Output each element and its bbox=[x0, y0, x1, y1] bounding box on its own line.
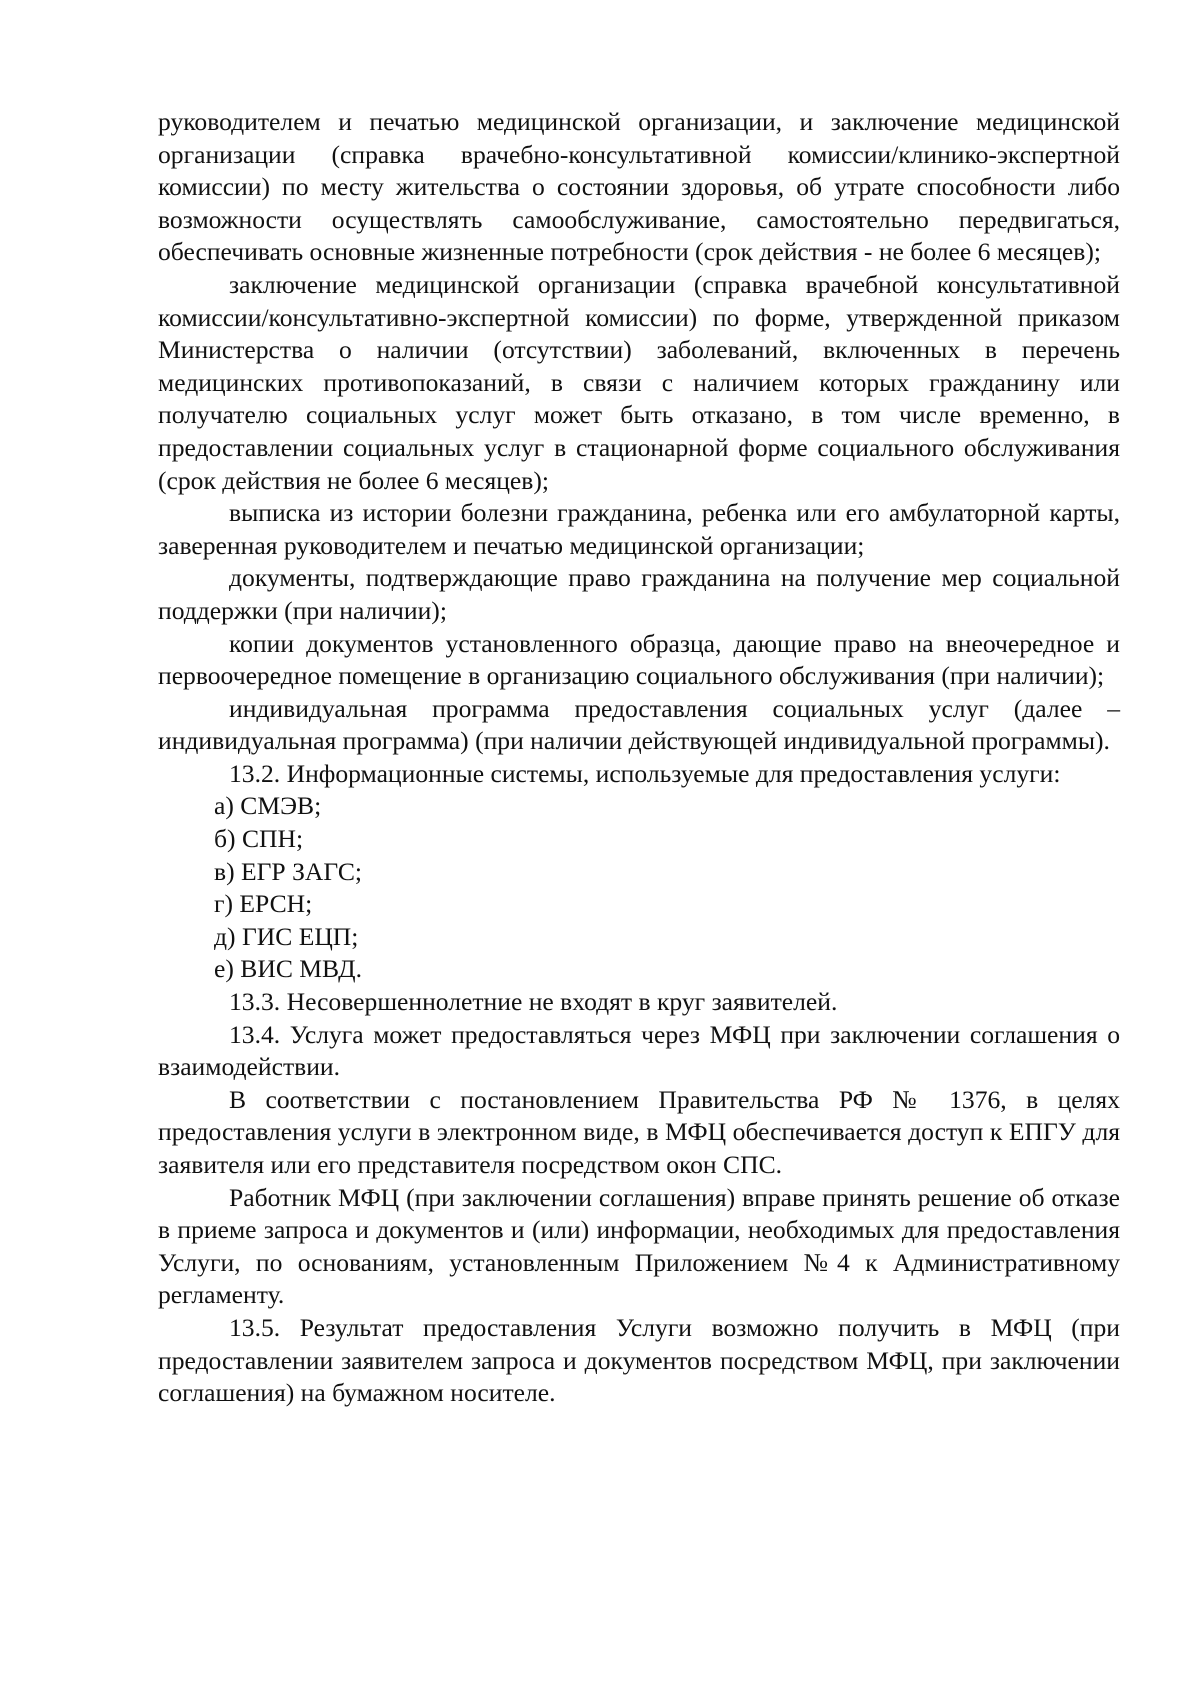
paragraph-social-support-documents: документы, подтверждающие право гражданина на получение мер социальной поддержки (при наличии); bbox=[158, 563, 1120, 625]
paragraph-medical-history-extract: выписка из истории болезни гражданина, ребенка или его амбулаторной карты, заверенная руководителем и печатью медицинской организации; bbox=[158, 498, 1120, 560]
paragraph-section-13-3: 13.3. Несовершеннолетние не входят в круг заявителей. bbox=[229, 987, 838, 1017]
paragraph-priority-placement-documents: копии документов установленного образца, дающие право на внеочередное и первоочередное помещение в организацию социального обслуживания (при наличии); bbox=[158, 628, 1120, 691]
list-item-system-gis-ecp: д) ГИС ЕЦП; bbox=[214, 921, 359, 951]
paragraph-medical-commission-conclusion: заключение медицинской организации (справка врачебной консультативной комиссии/консультативно-экспертной комиссии) по форме, утвержденной приказом Министерства о наличии (отсутствии) заболеваний, включенных в перечень медицинских противопоказаний, в связи с наличием которых гражданину или получателю социальных услуг может быть отказано, в том числе временно, в предоставлении социальных услуг в стационарной форме социального обслуживания (срок действия не более 6 месяцев); bbox=[158, 269, 1120, 495]
list-item-system-egr-zags: в) ЕГР ЗАГС; bbox=[214, 856, 363, 886]
list-item-system-spn: б) СПН; bbox=[214, 824, 304, 854]
paragraph-section-13-5: 13.5. Результат предоставления Услуги возможно получить в МФЦ (при предоставлении заявителем запроса и документов посредством МФЦ, при заключении соглашения) на бумажном носителе. bbox=[158, 1312, 1120, 1408]
paragraph-individual-program: индивидуальная программа предоставления социальных услуг (далее – индивидуальная программа) (при наличии действующей индивидуальной программы). bbox=[158, 693, 1120, 756]
paragraph-government-decree: В соответствии с постановлением Правительства РФ № 1376, в целях предоставления услуги в электронном виде, в МФЦ обеспечивается доступ к ЕПГУ для заявителя или его представителя посредством окон СПС. bbox=[158, 1084, 1120, 1179]
list-item-system-smev: а) СМЭВ; bbox=[214, 791, 322, 821]
paragraph-mfc-refusal: Работник МФЦ (при заключении соглашения) вправе принять решение об отказе в приеме запроса и документов и (или) информации, необходимых для предоставления Услуги, по основаниям, установленным Приложением №4 к Административному регламенту. bbox=[158, 1182, 1120, 1310]
paragraph-section-13-2: 13.2. Информационные системы, используемые для предоставления услуги: bbox=[229, 758, 1061, 788]
document-body bbox=[158, 106, 1120, 1410]
paragraph-section-13-4: 13.4. Услуга может предоставляться через МФЦ при заключении соглашения о взаимодействии. bbox=[158, 1019, 1120, 1082]
list-item-system-ersn: г) ЕРСН; bbox=[214, 889, 313, 919]
paragraph-medical-certificate-continued: руководителем и печатью медицинской организации, и заключение медицинской организации (справка врачебно-консультативной комиссии/клинико-экспертной комиссии) по месту жительства о состоянии здоровья, об утрате способности либо возможности осуществлять самообслуживание, самостоятельно передвигаться, обеспечивать основные жизненные потребности (срок действия - не более 6 месяцев); bbox=[158, 107, 1120, 267]
list-item-system-vis-mvd: е) ВИС МВД. bbox=[214, 954, 363, 984]
